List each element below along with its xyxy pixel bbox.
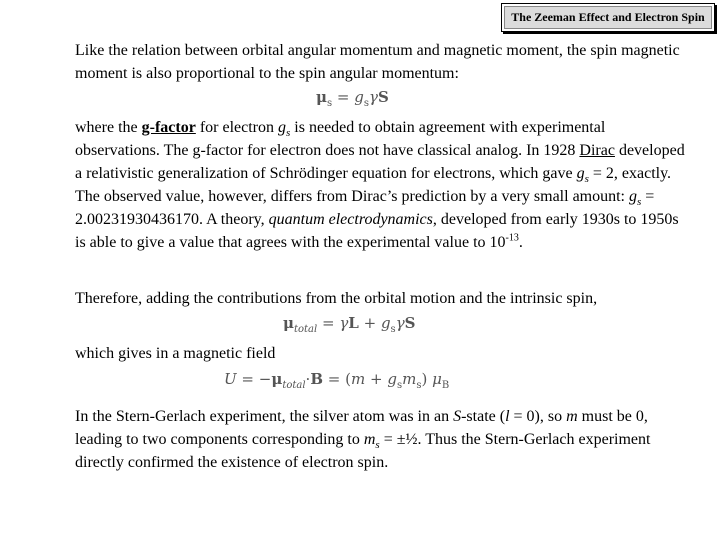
g-factor-term: g-factor bbox=[141, 119, 196, 136]
equation-spin-moment: $\mu_s = g_s\gamma S$ bbox=[316, 88, 389, 109]
paragraph-field: which gives in a magnetic field bbox=[75, 345, 276, 362]
paragraph-g-factor: where the g-factor for electron $g_s$ is needed to obtain agreement with experimental observations. The g-factor for electron does not have classical analog. In 1928 Dirac developed a relativistic generalization of Schrödinger equation for electrons, which gave $g_s = 2$, exactly. The observed value, however, differs from Dirac’s prediction by a very small amount: $g_s = 2.00231930436170$. A theory, quantum electrodynamics, developed from early 1930s to 1950s is able to give a value that agrees with the experimental value to $10^{-13}$. bbox=[75, 119, 685, 251]
slide-title: The Zeeman Effect and Electron Spin bbox=[504, 6, 712, 29]
paragraph-total: Therefore, adding the contributions from the orbital motion and the intrinsic spin, bbox=[75, 290, 598, 307]
paragraph-intro: Like the relation between orbital angular momentum and magnetic moment, the spin magnetic moment is also proportional to the spin angular momentum: bbox=[75, 42, 680, 82]
dirac-link[interactable]: Dirac bbox=[579, 142, 615, 159]
paragraph-stern-gerlach: In the Stern-Gerlach experiment, the silver atom was in an S-state (l = 0), so m must be 0, leading to two components corresponding to $m_s$ = ±½. Thus the Stern-Gerlach experiment directly confirmed the existence of electron spin. bbox=[75, 408, 651, 471]
equation-energy: $U = -\mu_{total}\cdot B = (m + g_sm_s)$ $\mu_B$ bbox=[224, 370, 450, 391]
equation-total-moment: $\mu_{total} = \gamma L + g_s\gamma S$ bbox=[283, 314, 416, 335]
slide-title-box bbox=[501, 3, 715, 32]
